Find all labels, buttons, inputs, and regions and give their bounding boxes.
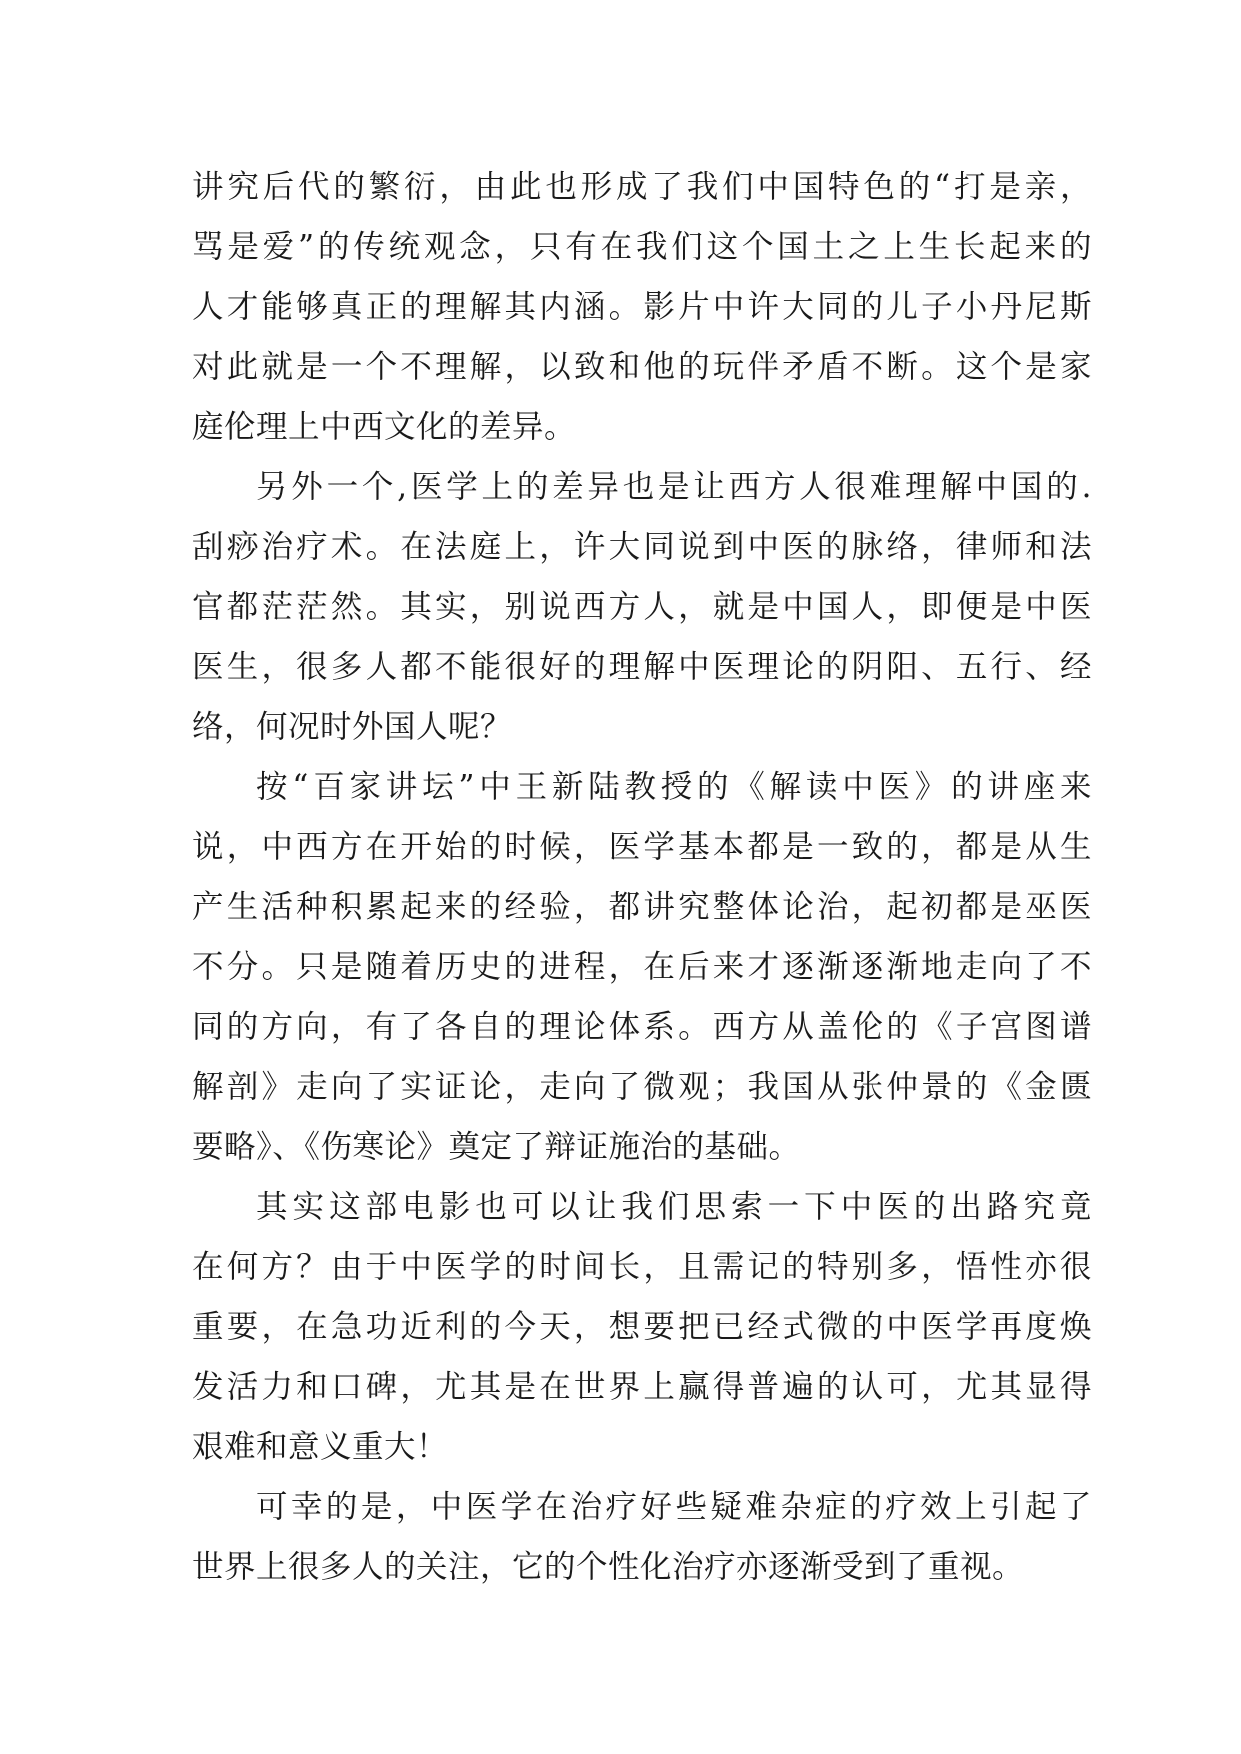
paragraph-5 [192, 1477, 1092, 1597]
text-line: 骂是爱”的传统观念，只有在我们这个国土之上生长起来的 [192, 229, 1092, 265]
text-line: 不分。只是随着历史的进程，在后来才逐渐逐渐地走向了不 [192, 949, 1092, 985]
text-line: 重要，在急功近利的今天，想要把已经式微的中医学再度焕 [192, 1309, 1092, 1345]
text-line: 对此就是一个不理解，以致和他的玩伴矛盾不断。这个是家 [192, 349, 1092, 385]
paragraph-4 [192, 1177, 1092, 1477]
text-line: 讲究后代的繁衍，由此也形成了我们中国特色的“打是亲， [192, 169, 1092, 205]
text-line: 产生活种积累起来的经验，都讲究整体论治，起初都是巫医 [192, 889, 1092, 925]
text-line: 官都茫茫然。其实，别说西方人，就是中国人，即便是中医 [192, 589, 1092, 625]
text-line: 同的方向，有了各自的理论体系。西方从盖伦的《子宫图谱 [192, 1009, 1092, 1045]
body-text [192, 157, 1092, 1597]
paragraph-3 [192, 757, 1092, 1177]
text-line: 发活力和口碑，尤其是在世界上赢得普遍的认可，尤其显得 [192, 1369, 1092, 1405]
text-line: 人才能够真正的理解其内涵。影片中许大同的儿子小丹尼斯 [192, 289, 1092, 325]
paragraph-1 [192, 157, 1092, 457]
text-line: 艰难和意义重大！ [192, 1429, 449, 1465]
text-line: 可幸的是，中医学在治疗好些疑难杂症的疗效上引起了 [256, 1489, 1092, 1525]
text-line: 说，中西方在开始的时候，医学基本都是一致的，都是从生 [192, 829, 1092, 865]
text-line: 络，何况时外国人呢？ [192, 709, 513, 745]
text-line: 按“百家讲坛”中王新陆教授的《解读中医》的讲座来 [256, 769, 1092, 805]
text-line: 解剖》走向了实证论，走向了微观；我国从张仲景的《金匮 [192, 1069, 1092, 1105]
text-line: 世界上很多人的关注，它的个性化治疗亦逐渐受到了重视。 [192, 1549, 1025, 1585]
text-line: 刮痧治疗术。在法庭上，许大同说到中医的脉络，律师和法 [192, 529, 1092, 565]
text-line: 医生，很多人都不能很好的理解中医理论的阴阳、五行、经 [192, 649, 1092, 685]
paragraph-2 [192, 457, 1092, 757]
text-line: 在何方？由于中医学的时间长，且需记的特别多，悟性亦很 [192, 1249, 1092, 1285]
text-line: 庭伦理上中西文化的差异。 [192, 409, 577, 445]
text-line: 要略》、《伤寒论》奠定了辩证施治的基础。 [192, 1129, 801, 1165]
text-line: 其实这部电影也可以让我们思索一下中医的出路究竟 [256, 1189, 1092, 1225]
text-line: 另外一个,医学上的差异也是让西方人很难理解中国的. [256, 469, 1092, 505]
